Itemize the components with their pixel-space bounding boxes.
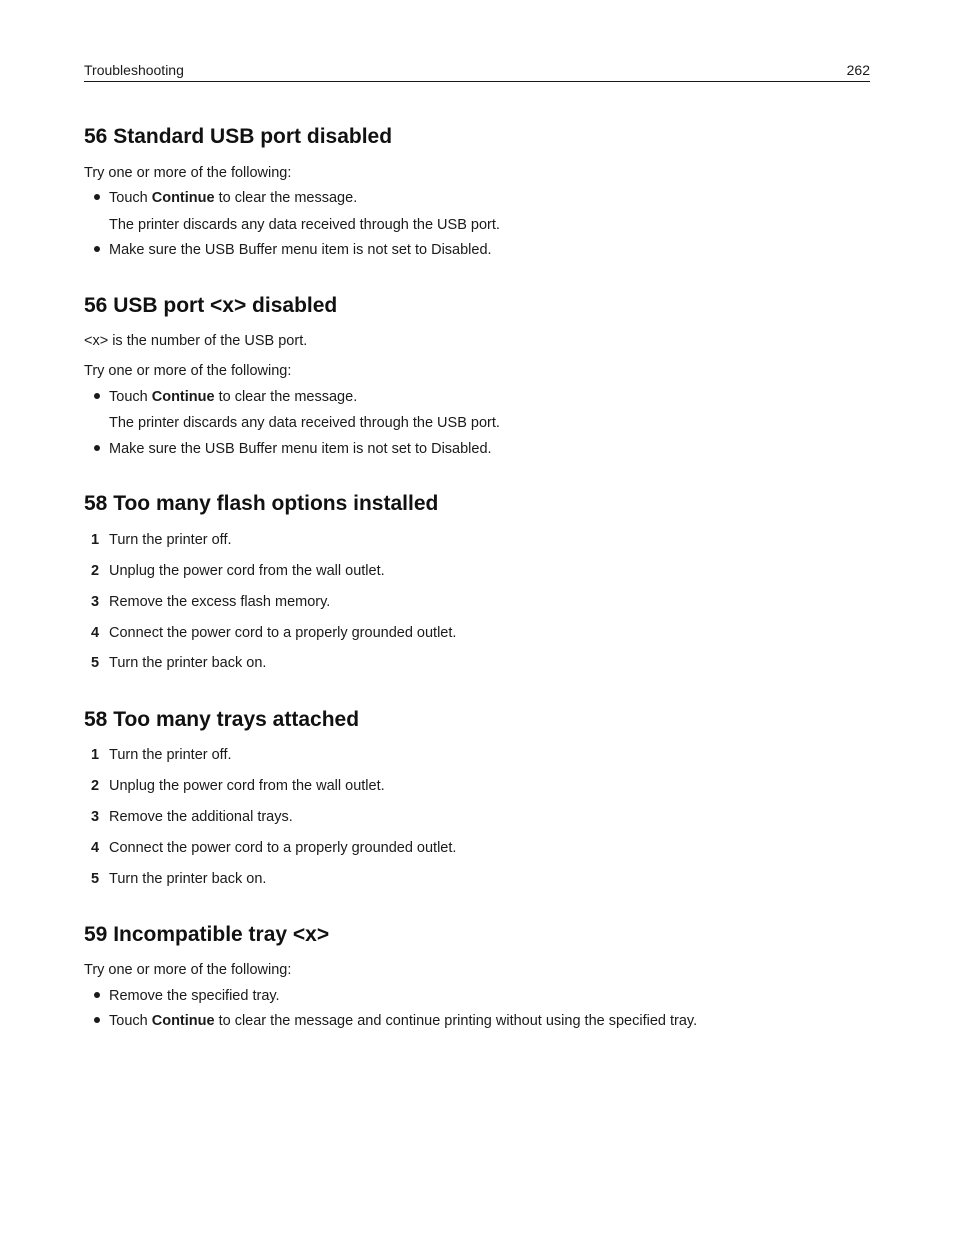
- section-title-standard-usb-disabled: 56 Standard USB port disabled: [84, 125, 393, 148]
- section-title-too-many-flash-options: 58 Too many flash options installed: [84, 492, 439, 515]
- continue-keyword: Continue: [151, 1013, 215, 1029]
- section-title-incompatible-tray: 59 Incompatible tray <x>: [84, 923, 330, 946]
- header-section-name: Troubleshooting: [84, 62, 184, 78]
- step-number: 3: [90, 809, 100, 825]
- bullet-text: Touch Continue to clear the message.: [109, 389, 358, 405]
- bullet-text: Remove the specified tray.: [109, 988, 280, 1004]
- bullet-note: The printer discards any data received through the USB port.: [109, 415, 500, 431]
- continue-keyword: Continue: [151, 389, 215, 405]
- continue-keyword: Continue: [151, 190, 215, 206]
- step-number: 2: [90, 778, 100, 794]
- bullet-text: Touch Continue to clear the message and continue printing without using the specified tray.: [109, 1013, 698, 1029]
- step-text: Unplug the power cord from the wall outlet.: [109, 778, 385, 794]
- step-number: 2: [90, 563, 100, 579]
- step-number: 4: [90, 840, 100, 856]
- step-text: Turn the printer off.: [109, 747, 232, 763]
- step-text: Remove the excess flash memory.: [109, 594, 331, 610]
- page-header: [84, 60, 870, 82]
- header-page-number: 262: [846, 62, 870, 78]
- step-text: Turn the printer off.: [109, 532, 232, 548]
- bullet-dot-icon: [94, 246, 100, 252]
- step-text: Unplug the power cord from the wall outlet.: [109, 563, 385, 579]
- step-number: 3: [90, 594, 100, 610]
- step-text: Turn the printer back on.: [109, 871, 267, 887]
- section-title-too-many-trays: 58 Too many trays attached: [84, 708, 360, 731]
- step-text: Connect the power cord to a properly grounded outlet.: [109, 625, 457, 641]
- step-number: 5: [90, 871, 100, 887]
- step-text: Turn the printer back on.: [109, 655, 267, 671]
- bullet-dot-icon: [94, 1017, 100, 1023]
- bullet-note: The printer discards any data received through the USB port.: [109, 217, 500, 233]
- bullet-text: Make sure the USB Buffer menu item is not set to Disabled.: [109, 242, 492, 258]
- bullet-text: Make sure the USB Buffer menu item is not set to Disabled.: [109, 441, 492, 457]
- bullet-dot-icon: [94, 393, 100, 399]
- step-text: Connect the power cord to a properly grounded outlet.: [109, 840, 457, 856]
- intro-text: Try one or more of the following:: [84, 363, 292, 379]
- step-number: 5: [90, 655, 100, 671]
- bullet-dot-icon: [94, 445, 100, 451]
- bullet-text: Touch Continue to clear the message.: [109, 190, 358, 206]
- section-title-usb-port-x-disabled: 56 USB port <x> disabled: [84, 294, 338, 317]
- step-text: Remove the additional trays.: [109, 809, 293, 825]
- intro-text: Try one or more of the following:: [84, 962, 292, 978]
- bullet-dot-icon: [94, 194, 100, 200]
- step-number: 4: [90, 625, 100, 641]
- bullet-dot-icon: [94, 992, 100, 998]
- step-number: 1: [90, 532, 100, 548]
- note-text: <x> is the number of the USB port.: [84, 333, 308, 349]
- step-number: 1: [90, 747, 100, 763]
- intro-text: Try one or more of the following:: [84, 165, 292, 181]
